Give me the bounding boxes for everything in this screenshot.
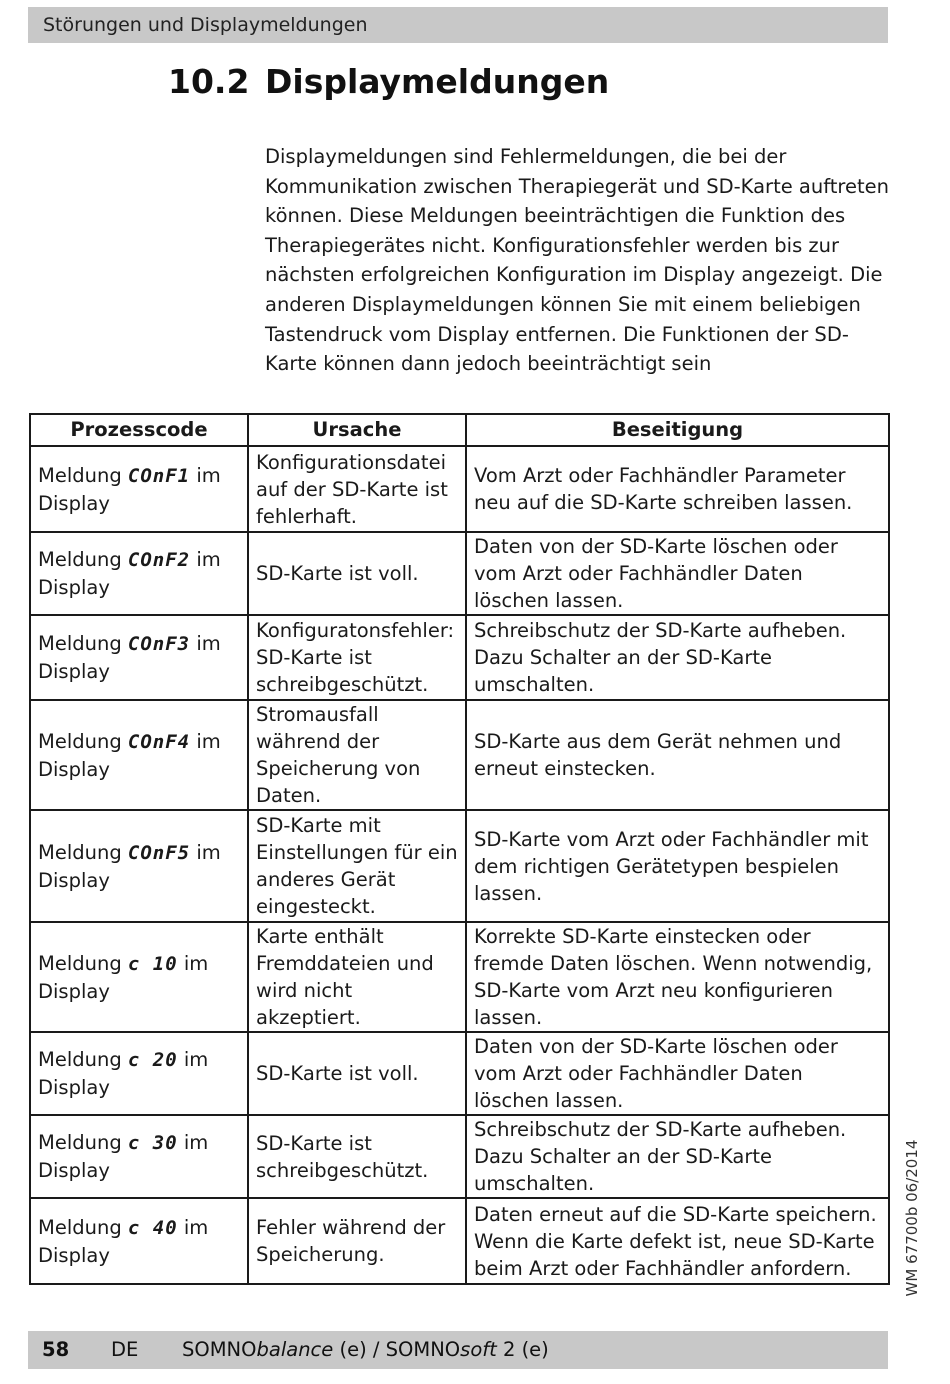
remedy-cell: Schreibschutz der SD-Karte aufheben. Dazu Schalter an der SD-Karte umschalten. <box>466 1115 889 1198</box>
process-code-cell: Meldung COnF5 im Display <box>30 810 248 922</box>
cause-cell: SD-Karte ist voll. <box>248 532 466 615</box>
cause-cell: SD-Karte mit Einstellungen für ein anderes Gerät eingesteckt. <box>248 810 466 922</box>
cause-cell: Konfigurationsdatei auf der SD-Karte ist fehlerhaft. <box>248 446 466 532</box>
document-reference-text: WM 67700b 06/2014 <box>903 1139 921 1296</box>
cause-cell: Fehler während der Speicherung. <box>248 1198 466 1284</box>
display-code: c 30 <box>127 1132 178 1154</box>
display-code: c 20 <box>127 1049 178 1071</box>
remedy-cell: Daten erneut auf die SD-Karte speichern. Wenn die Karte defekt ist, neue SD-Karte beim Arzt oder Fachhändler anfordern. <box>466 1198 889 1284</box>
table-row <box>30 922 889 1032</box>
process-code-cell: Meldung COnF4 im Display <box>30 700 248 810</box>
remedy-cell: Vom Arzt oder Fachhändler Parameter neu auf die SD-Karte schreiben lassen. <box>466 446 889 532</box>
process-code-cell: Meldung c 40 im Display <box>30 1198 248 1284</box>
table-header-row <box>30 414 889 446</box>
remedy-cell: Daten von der SD-Karte löschen oder vom Arzt oder Fachhändler Daten löschen lassen. <box>466 532 889 615</box>
cause-cell: Konfiguratonsfehler: SD-Karte ist schreibgeschützt. <box>248 615 466 700</box>
table-row <box>30 700 889 810</box>
cause-cell: Stromausfall während der Speicherung von Daten. <box>248 700 466 810</box>
display-code: c 40 <box>127 1216 178 1239</box>
running-header-title: Störungen und Displaymeldungen <box>43 14 368 36</box>
column-header-beseitigung: Beseitigung <box>466 414 889 446</box>
process-code-cell: Meldung COnF1 im Display <box>30 446 248 532</box>
remedy-cell: SD-Karte aus dem Gerät nehmen und erneut einstecken. <box>466 700 889 810</box>
table-row <box>30 1198 889 1284</box>
display-code: c 10 <box>127 952 178 975</box>
display-code: COnF3 <box>127 633 191 655</box>
remedy-cell: Korrekte SD-Karte einstecken oder fremde Daten löschen. Wenn notwendig, SD-Karte vom Arzt neu konfigurieren lassen. <box>466 922 889 1032</box>
cause-cell: SD-Karte ist schreibgeschützt. <box>248 1115 466 1198</box>
section-heading <box>168 62 609 101</box>
table-row <box>30 615 889 700</box>
process-code-cell: Meldung COnF3 im Display <box>30 615 248 700</box>
product-name: SOMNObalance (e) / SOMNOsoft 2 (e) <box>182 1338 549 1361</box>
display-code: COnF1 <box>127 464 191 487</box>
intro-paragraph: Displaymeldungen sind Fehlermeldungen, die bei der Kommunikation zwischen Therapiegerät und SD-Karte auftreten können. Diese Meldungen beeinträchtigen die Funktion des Therapiegerätes nicht. Konfigurationsfehler werden bis zur nächsten erfolgreichen Konfiguration im Display angezeigt. Die anderen Displaymeldungen können Sie mit einem beliebigen Tastendruck vom Display entfernen. Die Funktionen der SD-Karte können dann jedoch beeinträchtigt sein <box>265 145 889 376</box>
display-messages-table <box>29 413 890 1285</box>
process-code-cell: Meldung c 10 im Display <box>30 922 248 1032</box>
process-code-cell: Meldung c 20 im Display <box>30 1032 248 1115</box>
process-code-cell: Meldung COnF2 im Display <box>30 532 248 615</box>
table-row <box>30 446 889 532</box>
remedy-cell: SD-Karte vom Arzt oder Fachhändler mit dem richtigen Gerätetypen bespielen lassen. <box>466 810 889 922</box>
column-header-prozesscode: Prozesscode <box>30 414 248 446</box>
column-header-ursache: Ursache <box>248 414 466 446</box>
section-number: 10.2 <box>168 62 250 101</box>
language-code: DE <box>111 1338 139 1361</box>
table-row <box>30 810 889 922</box>
section-title: Displaymeldungen <box>265 62 610 101</box>
display-code: COnF5 <box>127 841 191 864</box>
cause-cell: Karte enthält Fremddateien und wird nicht akzeptiert. <box>248 922 466 1032</box>
page-footer <box>28 1331 888 1369</box>
table-row <box>30 1115 889 1198</box>
table-row <box>30 1032 889 1115</box>
table-row <box>30 532 889 615</box>
running-header <box>28 7 888 43</box>
remedy-cell: Schreibschutz der SD-Karte aufheben. Dazu Schalter an der SD-Karte umschalten. <box>466 615 889 700</box>
page-number: 58 <box>42 1338 70 1361</box>
display-code: COnF4 <box>127 730 191 753</box>
display-code: COnF2 <box>127 549 191 571</box>
cause-cell: SD-Karte ist voll. <box>248 1032 466 1115</box>
document-reference <box>898 1135 926 1300</box>
process-code-cell: Meldung c 30 im Display <box>30 1115 248 1198</box>
remedy-cell: Daten von der SD-Karte löschen oder vom Arzt oder Fachhändler Daten löschen lassen. <box>466 1032 889 1115</box>
